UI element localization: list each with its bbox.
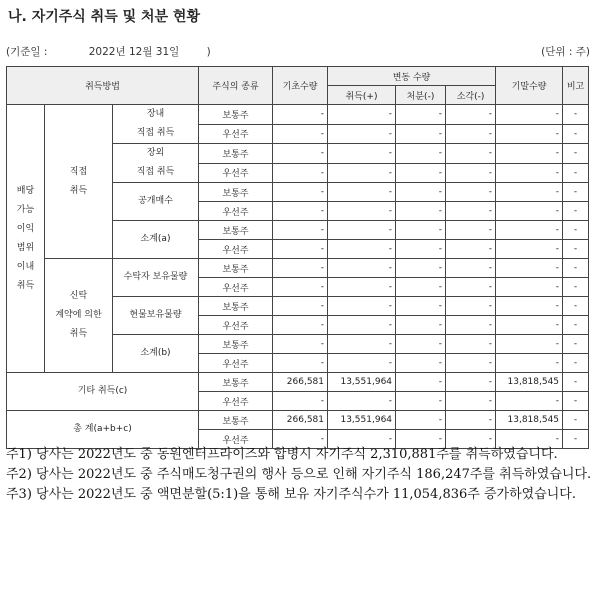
other-begin: 266,581 — [273, 373, 328, 392]
basis-close: ) — [206, 46, 211, 58]
table-row: 우선주 - - - - - - — [7, 124, 589, 144]
subtotal-a-label: 소계(a) — [113, 221, 199, 259]
stock-type-cell: 우선주 — [199, 430, 273, 449]
other-retired: - — [446, 373, 496, 392]
stock-type-cell: 우선주 — [199, 392, 273, 411]
offmarket-label: 장외 직접 취득 — [113, 144, 199, 183]
tender-label: 공개매수 — [113, 183, 199, 221]
table-row: 배당 가능 이익 범위 이내 취득 직접 취득 장내 직접 취득 보통주 - - - - - - — [7, 105, 589, 125]
stock-type-cell: 보통주 — [199, 183, 273, 202]
stock-type-cell: 우선주 — [199, 124, 273, 144]
total-begin: 266,581 — [273, 411, 328, 430]
footnote-2: 주2) 당사는 2022년도 중 주식매도청구권의 행사 등으로 인해 자기주식 186,247주를 취득하였습니다. — [6, 467, 592, 482]
other-acquired: 13,551,964 — [328, 373, 396, 392]
table-row: 우선주 - - - - - - — [7, 392, 589, 411]
stock-type-cell: 우선주 — [199, 202, 273, 221]
onmarket-label: 장내 직접 취득 — [113, 105, 199, 144]
section-title: 나. 자기주식 취득 및 처분 현황 — [8, 9, 200, 25]
table-row: 신탁 계약에 의한 취득 수탁자 보유물량 보통주 - - - - - - — [7, 259, 589, 278]
direct-label: 직접 취득 — [45, 105, 113, 259]
total-end: 13,818,545 — [496, 411, 563, 430]
header-acquired: 취득(+) — [328, 86, 396, 105]
treasury-stock-table — [6, 66, 589, 449]
stock-type-cell: 보통주 — [199, 221, 273, 240]
table-row: 공개매수 보통주 - - - - - - — [7, 183, 589, 202]
stock-type-cell: 우선주 — [199, 354, 273, 373]
total-acquired: 13,551,964 — [328, 411, 396, 430]
physical-label: 현물보유물량 — [113, 297, 199, 335]
stock-type-cell: 보통주 — [199, 335, 273, 354]
header-stock-type: 주식의 종류 — [199, 67, 273, 105]
table-row — [7, 411, 589, 430]
header-method: 취득방법 — [7, 67, 199, 105]
stock-type-cell: 보통주 — [199, 373, 273, 392]
stock-type-cell: 보통주 — [199, 297, 273, 316]
table-row: 우선주 - - - - - - — [7, 278, 589, 297]
header-begin: 기초수량 — [273, 67, 328, 105]
dividend-label: 배당 가능 이익 범위 이내 취득 — [7, 105, 45, 373]
stock-type-cell: 보통주 — [199, 105, 273, 125]
table-row: 우선주 - - - - - - — [7, 163, 589, 183]
stock-type-cell: 우선주 — [199, 163, 273, 183]
total-retired: - — [446, 411, 496, 430]
table-row: 우선주 - - - - - - — [7, 202, 589, 221]
stock-type-cell: 우선주 — [199, 240, 273, 259]
header-end: 기말수량 — [496, 67, 563, 105]
basis-label: (기준일 : — [6, 46, 48, 58]
header-remarks: 비고 — [563, 67, 589, 105]
stock-type-cell: 보통주 — [199, 411, 273, 430]
trustee-label: 수탁자 보유물량 — [113, 259, 199, 297]
trust-label: 신탁 계약에 의한 취득 — [45, 259, 113, 373]
stock-type-cell: 우선주 — [199, 316, 273, 335]
subtotal-b-label: 소계(b) — [113, 335, 199, 373]
total-disposed: - — [396, 411, 446, 430]
header-retired: 소각(-) — [446, 86, 496, 105]
footnote-1: 주1) 당사는 2022년도 중 동원엔터프라이즈와 합병시 자기주식 2,310,881주를 취득하였습니다. — [6, 447, 558, 462]
table-row: 우선주 - - - - - - — [7, 430, 589, 449]
table-row: 장외 직접 취득 보통주 - - - - - - — [7, 144, 589, 164]
header-change: 변동 수량 — [328, 67, 496, 86]
other-end: 13,818,545 — [496, 373, 563, 392]
basis-date-value: 2022년 12월 31일 — [88, 46, 180, 58]
stock-type-cell: 보통주 — [199, 259, 273, 278]
total-remarks: - — [563, 411, 589, 430]
basis-date — [6, 44, 211, 59]
footnote-3: 주3) 당사는 2022년도 중 액면분할(5:1)을 통해 보유 자기주식수가 11,054,836주 증가하였습니다. — [6, 487, 576, 502]
total-label: 총 계(a+b+c) — [7, 411, 199, 449]
header-disposed: 처분(-) — [396, 86, 446, 105]
table-row — [7, 373, 589, 392]
table-row: 소계(a) 보통주 - - - - - - — [7, 221, 589, 240]
stock-type-cell: 보통주 — [199, 144, 273, 164]
other-disposed: - — [396, 373, 446, 392]
other-label: 기타 취득(c) — [7, 373, 199, 411]
stock-type-cell: 우선주 — [199, 278, 273, 297]
table-row: 현물보유물량 보통주 - - - - - - — [7, 297, 589, 316]
other-remarks: - — [563, 373, 589, 392]
table-row: 우선주 - - - - - - — [7, 354, 589, 373]
table-row: 소계(b) 보통주 - - - - - - — [7, 335, 589, 354]
table-row: 우선주 - - - - - - — [7, 240, 589, 259]
unit-label: (단위 : 주) — [541, 46, 590, 58]
footnotes — [6, 445, 594, 505]
table-row: 우선주 - - - - - - — [7, 316, 589, 335]
